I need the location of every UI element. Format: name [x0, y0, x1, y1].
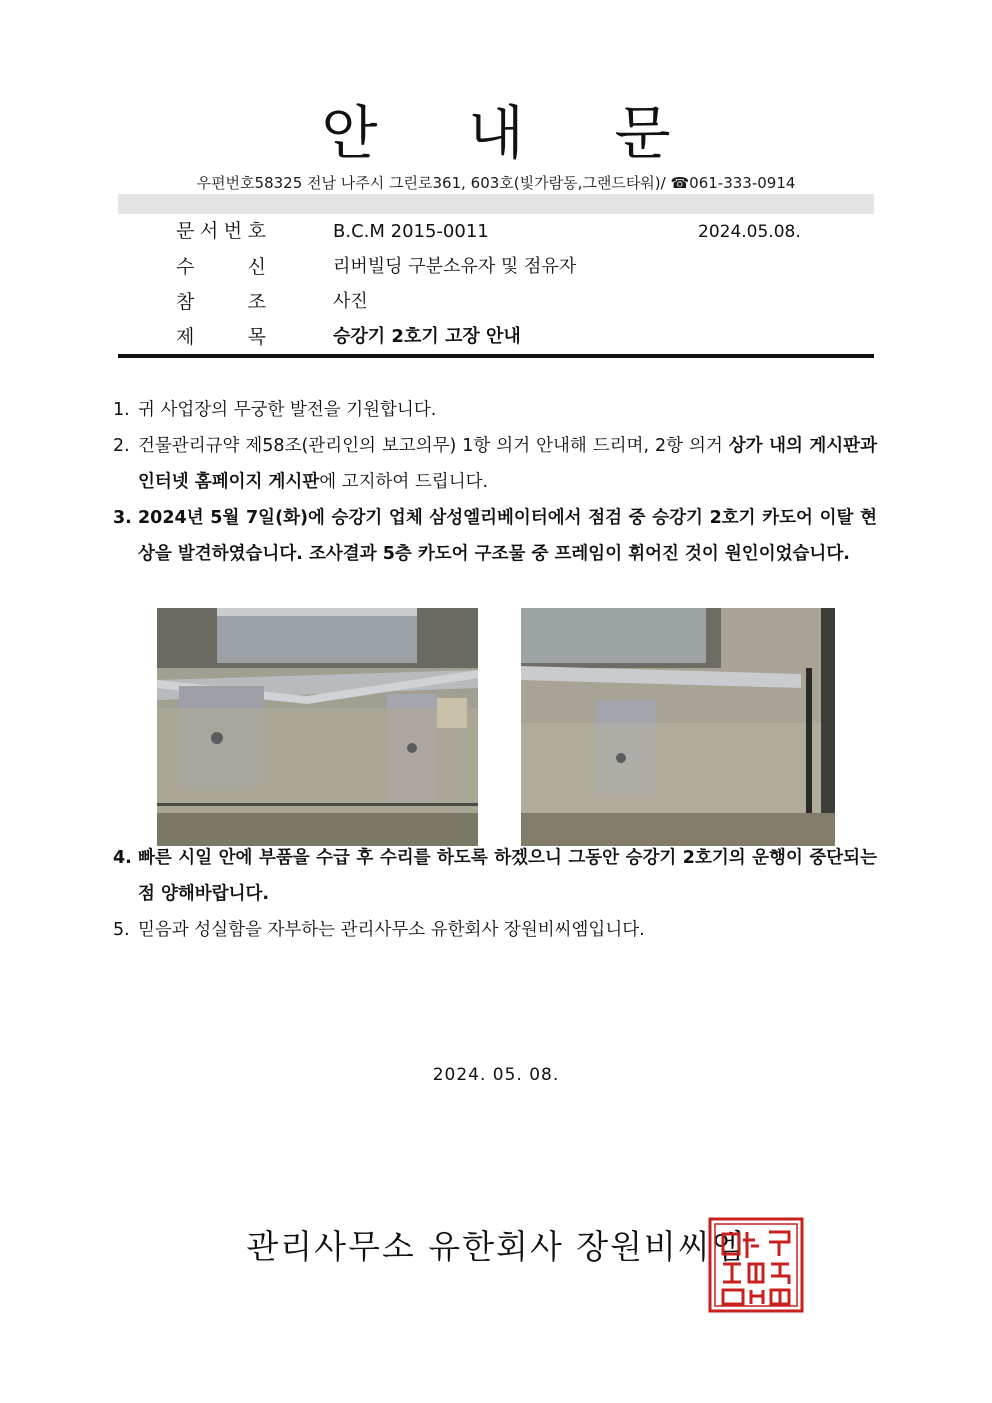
item-text: 빠른 시일 안에 부품을 수급 후 수리를 하도록 하겠으니 그동안 승강기 2호기의 운행이 중단되는 점 양해바랍니다.	[138, 848, 877, 904]
item-text: 믿음과 성실함을 자부하는 관리사무소 유한회사 장원비씨엠입니다.	[138, 920, 645, 940]
item-number: 5.	[113, 920, 130, 940]
doc-date: 2024.05.08.	[698, 222, 801, 242]
subject-value: 승강기 2호기 고장 안내	[333, 326, 521, 347]
company-seal	[707, 1216, 805, 1314]
recipient-label: 수 신	[176, 256, 266, 278]
office-address: 우편번호58325 전남 나주시 그린로361, 603호(빛가람동,그랜드타워)/ ☎061-333-0914	[196, 174, 796, 192]
list-item	[113, 840, 877, 912]
item-number: 1.	[113, 400, 130, 420]
item-text-emphasis: 상가 내의 게시판과 인터넷 홈페이지 게시판	[138, 436, 877, 492]
list-item	[113, 392, 877, 428]
header-divider-band	[118, 194, 874, 214]
sign-date: 2024. 05. 08.	[432, 1065, 560, 1085]
list-item	[113, 912, 877, 948]
subject-label: 제 목	[176, 326, 266, 348]
document-title: 안 내 문	[321, 99, 707, 167]
elevator-door-frame-photo	[521, 608, 835, 846]
item-text: 에 고지하여 드립니다.	[319, 472, 489, 492]
item-number: 2.	[113, 436, 130, 456]
signature-line: 관리사무소 유한회사 장원비씨엠	[246, 1227, 746, 1266]
list-item	[113, 500, 877, 572]
recipient-value: 리버빌딩 구분소유자 및 점유자	[333, 256, 577, 277]
item-number: 3.	[113, 508, 132, 528]
list-item	[113, 428, 877, 500]
item-text: 귀 사업장의 무궁한 발전을 기원합니다.	[138, 400, 437, 420]
reference-label: 참 조	[176, 291, 266, 313]
item-number: 4.	[113, 848, 132, 868]
item-text: 2024년 5월 7일(화)에 승강기 업체 삼성엘리베이터에서 점검 중 승강기 2호기 카도어 이탈 현상을 발견하였습니다. 조사결과 5층 카도어 구조물 중 프레임이 휘어진 것이 원인이었습니다.	[138, 508, 877, 564]
reference-value: 사진	[333, 291, 368, 312]
doc-number-value: B.C.M 2015-0011	[333, 221, 489, 242]
item-text: 건물관리규약 제58조(관리인의 보고의무) 1항 의거 안내해 드리며, 2항 의거	[138, 436, 729, 456]
header-rule	[118, 354, 874, 358]
elevator-door-frame-photo	[157, 608, 478, 846]
doc-number-label: 문 서 번 호	[176, 220, 266, 242]
